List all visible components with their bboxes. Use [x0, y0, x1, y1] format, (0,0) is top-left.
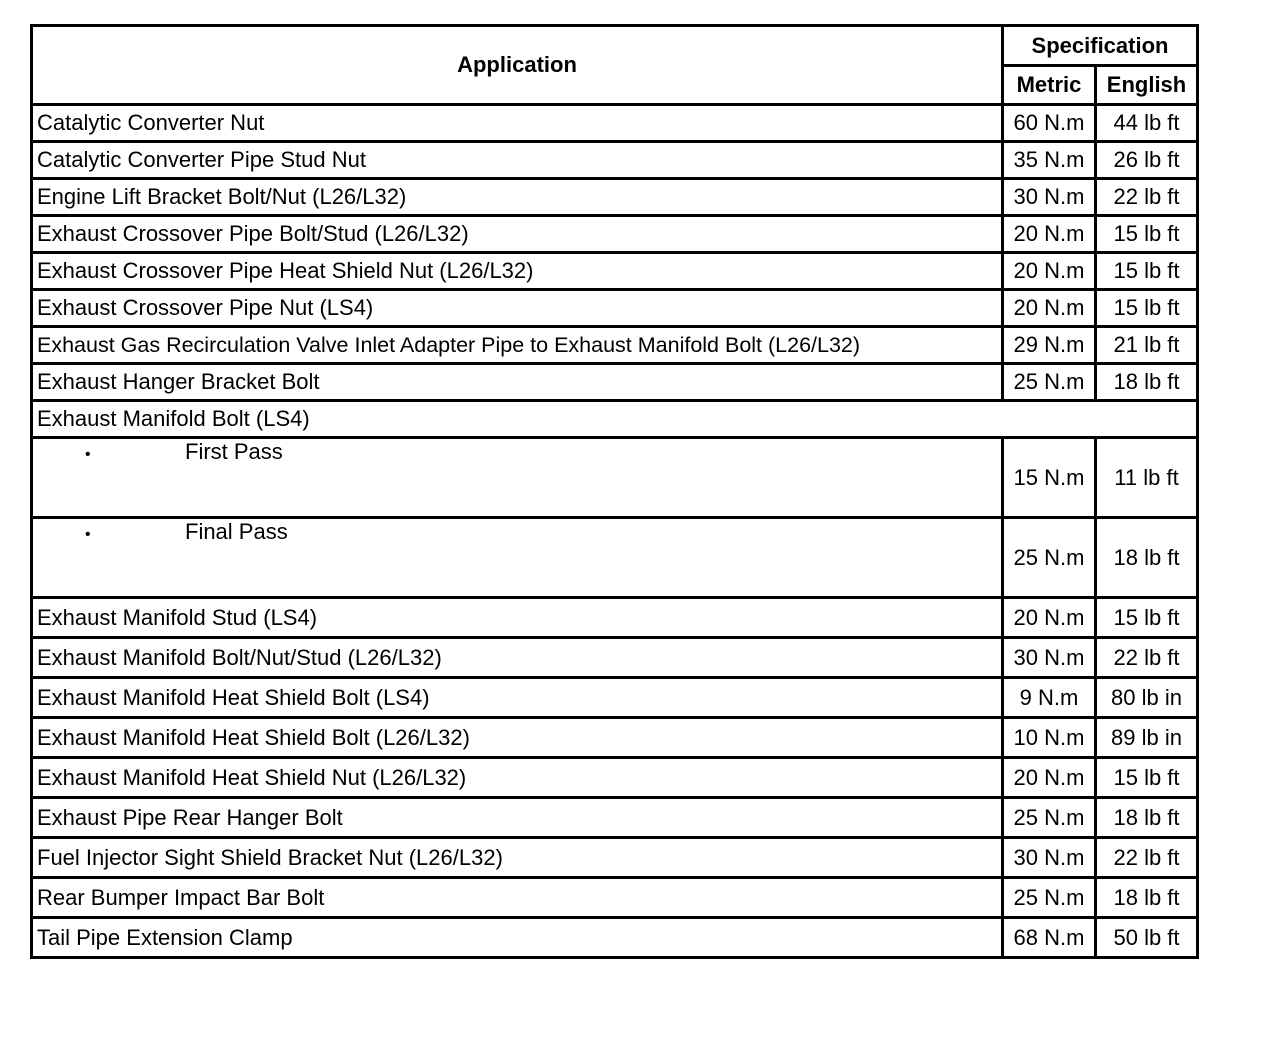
pass-label: First Pass [185, 439, 283, 464]
table-row [32, 179, 1198, 216]
application-cell: Exhaust Crossover Pipe Heat Shield Nut (L26/L32) [32, 253, 1003, 290]
metric-cell: 68 N.m [1003, 918, 1096, 958]
table-row [32, 142, 1198, 179]
application-cell: Exhaust Manifold Bolt/Nut/Stud (L26/L32) [32, 638, 1003, 678]
metric-cell: 30 N.m [1003, 838, 1096, 878]
application-cell: Exhaust Crossover Pipe Bolt/Stud (L26/L32) [32, 216, 1003, 253]
table-row [32, 327, 1198, 364]
english-cell: 50 lb ft [1096, 918, 1198, 958]
table-row [32, 878, 1198, 918]
header-english: English [1096, 66, 1198, 105]
header-application: Application [32, 26, 1003, 105]
application-cell: Engine Lift Bracket Bolt/Nut (L26/L32) [32, 179, 1003, 216]
metric-cell: 10 N.m [1003, 718, 1096, 758]
english-cell: 18 lb ft [1096, 798, 1198, 838]
metric-cell: 29 N.m [1003, 327, 1096, 364]
application-cell: Exhaust Manifold Heat Shield Bolt (L26/L32) [32, 718, 1003, 758]
application-cell: Exhaust Crossover Pipe Nut (LS4) [32, 290, 1003, 327]
metric-cell: 20 N.m [1003, 598, 1096, 638]
english-cell: 80 lb in [1096, 678, 1198, 718]
table-row [32, 798, 1198, 838]
english-cell: 15 lb ft [1096, 253, 1198, 290]
english-cell: 22 lb ft [1096, 638, 1198, 678]
english-cell: 89 lb in [1096, 718, 1198, 758]
metric-cell: 60 N.m [1003, 105, 1096, 142]
metric-cell: 20 N.m [1003, 758, 1096, 798]
metric-cell: 15 N.m [1003, 438, 1096, 518]
table-row [32, 638, 1198, 678]
metric-cell: 25 N.m [1003, 518, 1096, 598]
english-cell: 18 lb ft [1096, 364, 1198, 401]
application-cell: Fuel Injector Sight Shield Bracket Nut (L26/L32) [32, 838, 1003, 878]
application-cell: Exhaust Pipe Rear Hanger Bolt [32, 798, 1003, 838]
table-row [32, 838, 1198, 878]
application-cell: Exhaust Manifold Heat Shield Nut (L26/L32) [32, 758, 1003, 798]
application-cell: Rear Bumper Impact Bar Bolt [32, 878, 1003, 918]
table-row [32, 918, 1198, 958]
application-cell: Catalytic Converter Nut [32, 105, 1003, 142]
metric-cell: 20 N.m [1003, 253, 1096, 290]
english-cell: 15 lb ft [1096, 758, 1198, 798]
table-row [32, 438, 1198, 518]
english-cell: 15 lb ft [1096, 216, 1198, 253]
table-row [32, 758, 1198, 798]
metric-cell: 20 N.m [1003, 290, 1096, 327]
application-cell: Catalytic Converter Pipe Stud Nut [32, 142, 1003, 179]
pass-label: Final Pass [185, 519, 288, 544]
header-specification: Specification [1003, 26, 1198, 66]
table-row [32, 518, 1198, 598]
header-metric: Metric [1003, 66, 1096, 105]
table-row [32, 290, 1198, 327]
bullet-icon: • [85, 526, 91, 543]
metric-cell: 35 N.m [1003, 142, 1096, 179]
application-cell: Tail Pipe Extension Clamp [32, 918, 1003, 958]
english-cell: 18 lb ft [1096, 878, 1198, 918]
table-row [32, 216, 1198, 253]
english-cell: 44 lb ft [1096, 105, 1198, 142]
metric-cell: 25 N.m [1003, 798, 1096, 838]
english-cell: 22 lb ft [1096, 838, 1198, 878]
application-cell: Exhaust Gas Recirculation Valve Inlet Adapter Pipe to Exhaust Manifold Bolt (L26/L32) [32, 327, 1003, 364]
english-cell: 15 lb ft [1096, 290, 1198, 327]
english-cell: 21 lb ft [1096, 327, 1198, 364]
english-cell: 26 lb ft [1096, 142, 1198, 179]
english-cell: 18 lb ft [1096, 518, 1198, 598]
pass-cell [32, 438, 1003, 518]
english-cell: 15 lb ft [1096, 598, 1198, 638]
table-row [32, 105, 1198, 142]
metric-cell: 25 N.m [1003, 364, 1096, 401]
english-cell: 22 lb ft [1096, 179, 1198, 216]
metric-cell: 30 N.m [1003, 638, 1096, 678]
metric-cell: 30 N.m [1003, 179, 1096, 216]
metric-cell: 25 N.m [1003, 878, 1096, 918]
group-header-row [32, 401, 1198, 438]
application-cell: Exhaust Hanger Bracket Bolt [32, 364, 1003, 401]
metric-cell: 9 N.m [1003, 678, 1096, 718]
torque-spec-table [30, 24, 1199, 959]
table-row [32, 718, 1198, 758]
table-row [32, 364, 1198, 401]
application-cell: Exhaust Manifold Heat Shield Bolt (LS4) [32, 678, 1003, 718]
pass-cell [32, 518, 1003, 598]
english-cell: 11 lb ft [1096, 438, 1198, 518]
application-cell: Exhaust Manifold Stud (LS4) [32, 598, 1003, 638]
bullet-icon: • [85, 446, 91, 463]
metric-cell: 20 N.m [1003, 216, 1096, 253]
manifold-group-title: Exhaust Manifold Bolt (LS4) [32, 401, 1198, 438]
table-row [32, 598, 1198, 638]
table-row [32, 678, 1198, 718]
table-row [32, 253, 1198, 290]
